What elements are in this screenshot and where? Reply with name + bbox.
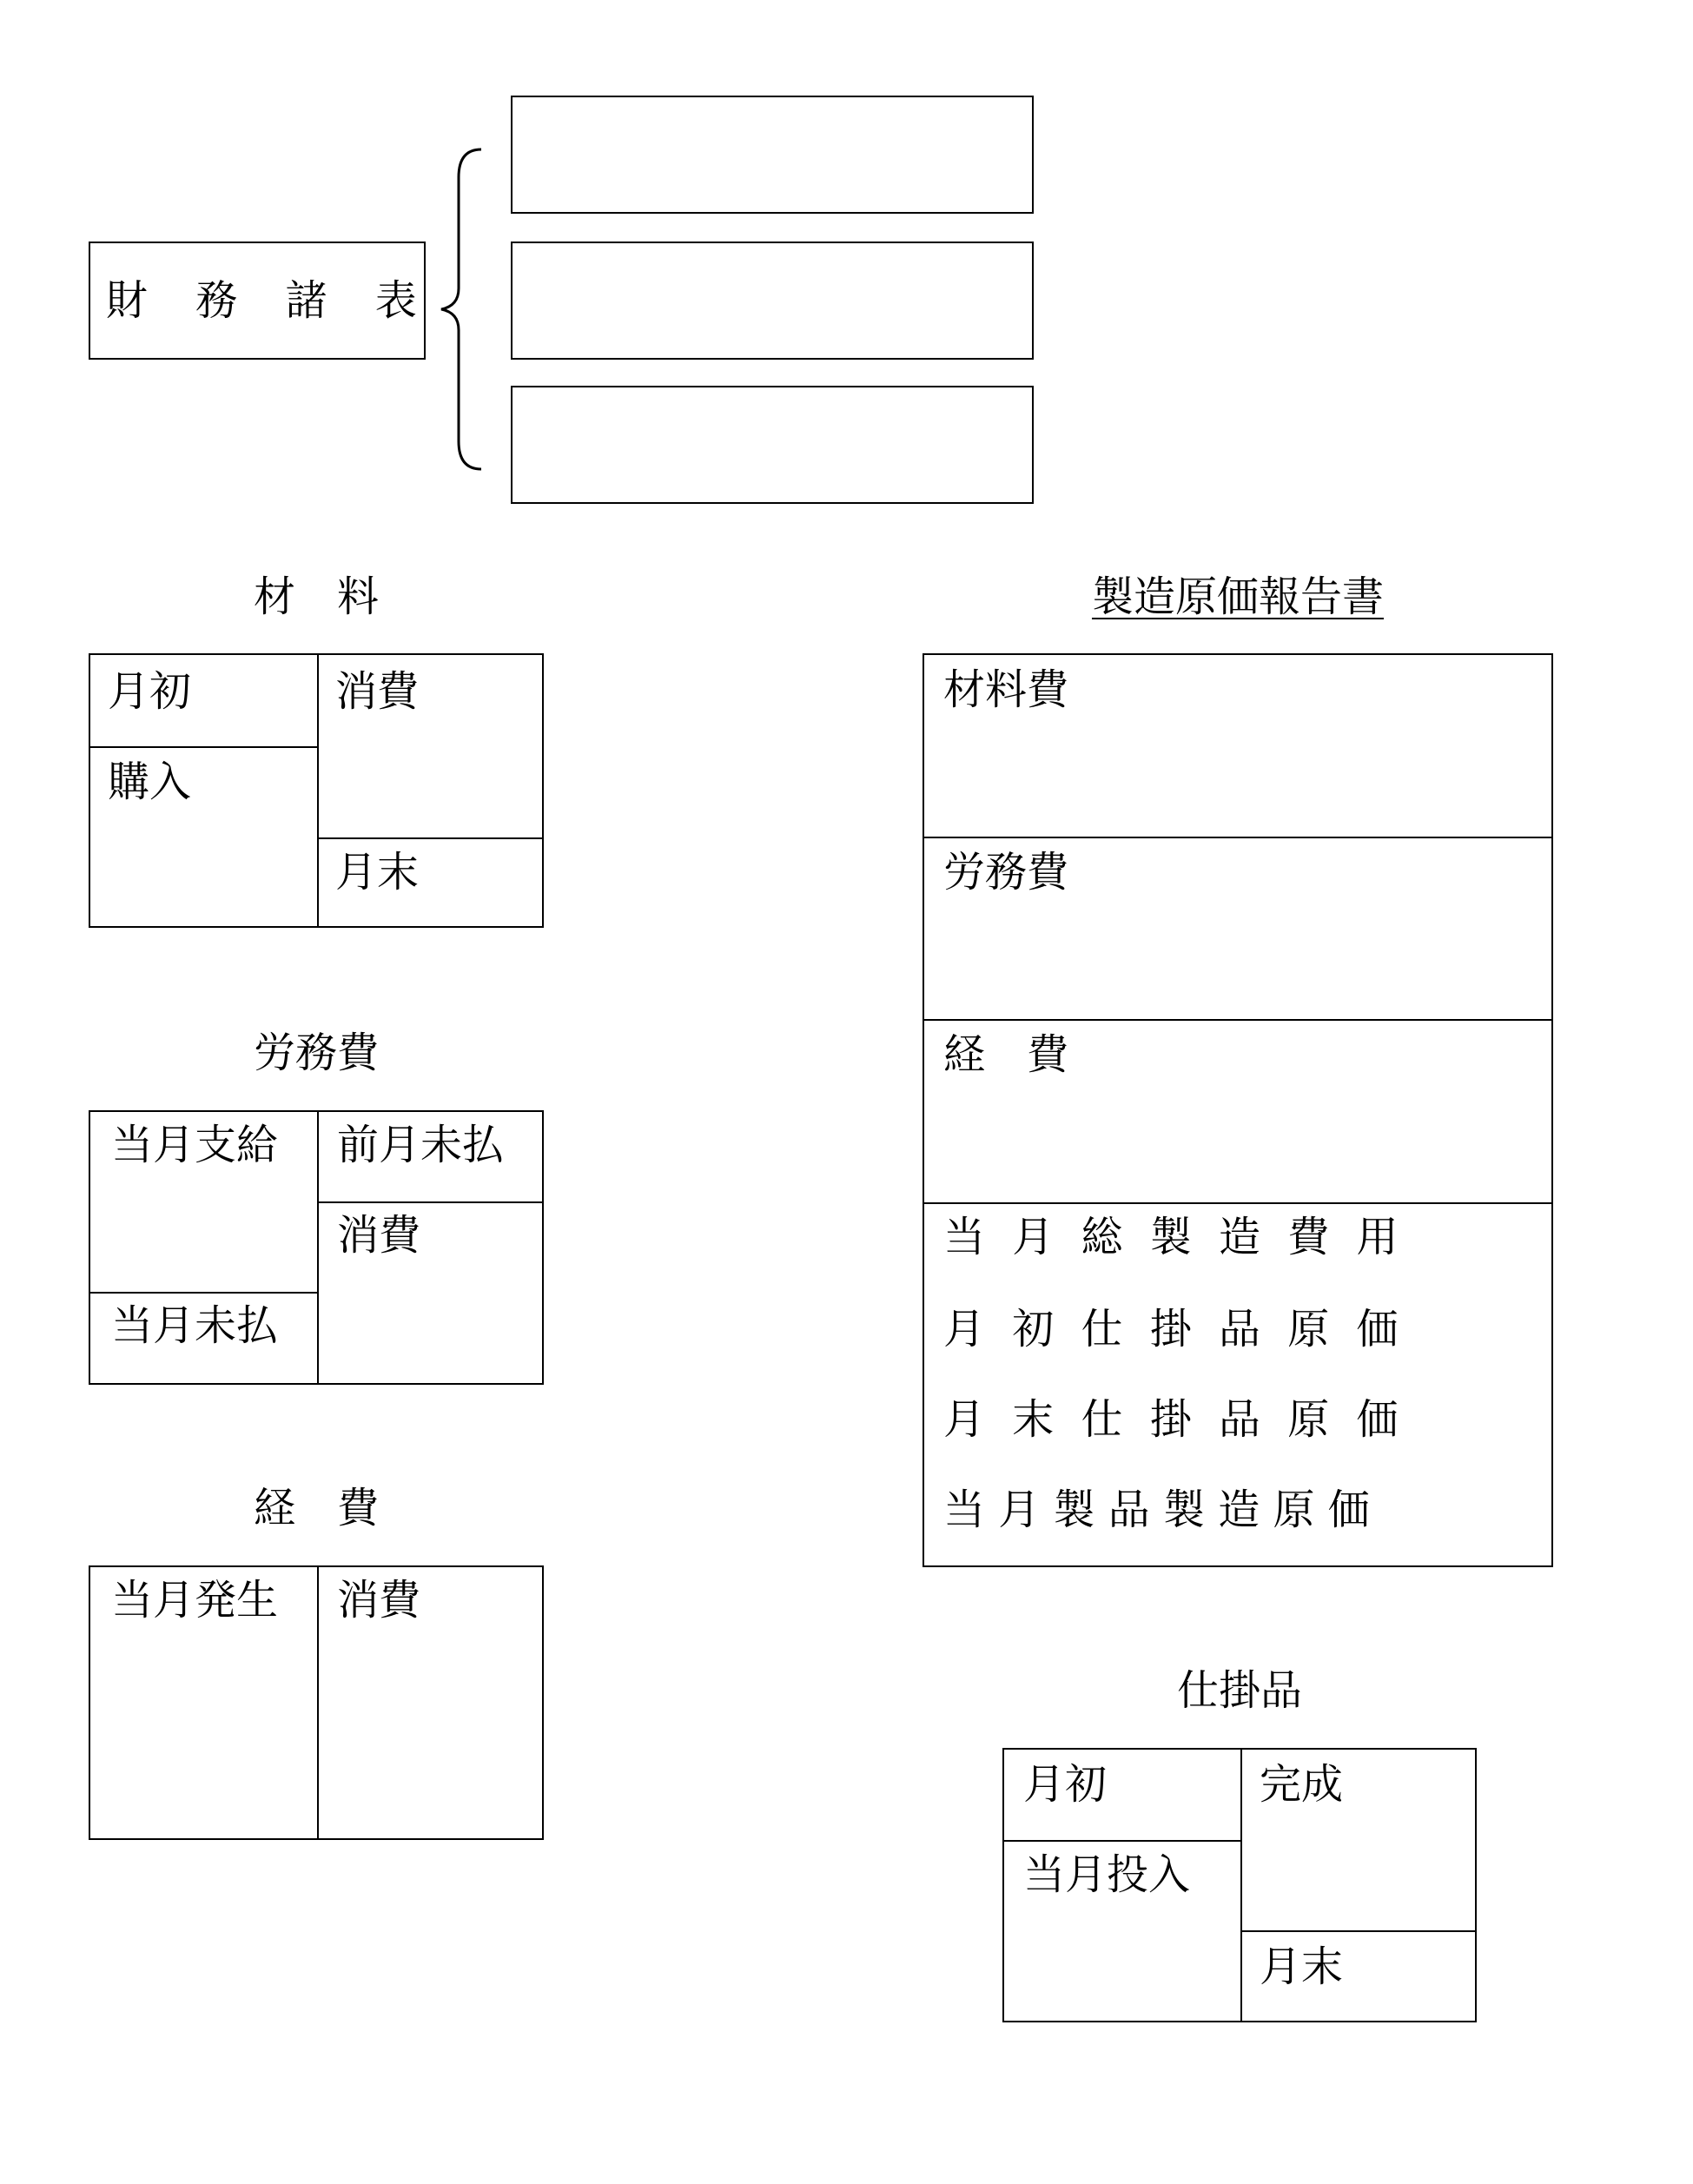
cost-report-ending-wip: 月 末 仕 掛 品 原 価 — [943, 1395, 1405, 1444]
statement-answer-box-1[interactable] — [511, 96, 1034, 214]
wip-account-title: 仕掛品 — [1176, 1666, 1302, 1715]
materials-beginning-label: 月初 — [108, 667, 192, 716]
labor-account-title: 労務費 — [253, 1029, 379, 1077]
curly-brace-icon — [434, 142, 486, 476]
cost-report — [923, 653, 1553, 1567]
materials-ending-label: 月末 — [335, 848, 420, 897]
materials-consumption-label: 消費 — [335, 667, 420, 716]
wip-completed-label: 完成 — [1260, 1760, 1344, 1809]
cost-report-title: 製造原価報告書 — [1091, 572, 1384, 621]
statement-answer-box-3[interactable] — [511, 386, 1034, 504]
cost-report-overhead-cost: 経 費 — [943, 1030, 1069, 1079]
financial-statements-label-box — [89, 242, 434, 360]
labor-consumption-label: 消費 — [337, 1211, 421, 1260]
labor-unpaid-prior-month-label: 前月未払 — [337, 1121, 505, 1169]
overhead-account-title: 経 費 — [253, 1484, 379, 1532]
overhead-incurred-label: 当月発生 — [111, 1576, 279, 1625]
financial-statements-label: 財 務 諸 表 — [106, 276, 434, 325]
cost-report-beginning-wip: 月 初 仕 掛 品 原 価 — [943, 1305, 1405, 1353]
materials-account-title: 材 料 — [253, 572, 379, 621]
materials-account — [89, 653, 544, 928]
wip-beginning-label: 月初 — [1023, 1760, 1108, 1809]
overhead-consumption-label: 消費 — [337, 1576, 421, 1625]
labor-paid-label: 当月支給 — [111, 1121, 279, 1169]
labor-unpaid-this-month-label: 当月未払 — [111, 1301, 279, 1350]
wip-account — [1002, 1748, 1477, 2022]
statement-answer-box-2[interactable] — [511, 242, 1034, 360]
wip-ending-label: 月末 — [1260, 1942, 1344, 1991]
labor-account — [89, 1110, 544, 1385]
wip-input-label: 当月投入 — [1023, 1850, 1191, 1899]
cost-report-material-cost: 材料費 — [943, 665, 1069, 714]
overhead-account — [89, 1565, 544, 1840]
cost-report-labor-cost: 労務費 — [943, 848, 1069, 897]
materials-purchase-label: 購入 — [108, 758, 192, 806]
cost-report-total-manufacturing-cost: 当 月 総 製 造 費 用 — [943, 1213, 1405, 1261]
cost-report-cost-of-goods-manufactured: 当 月 製 品 製 造 原 価 — [943, 1486, 1370, 1534]
